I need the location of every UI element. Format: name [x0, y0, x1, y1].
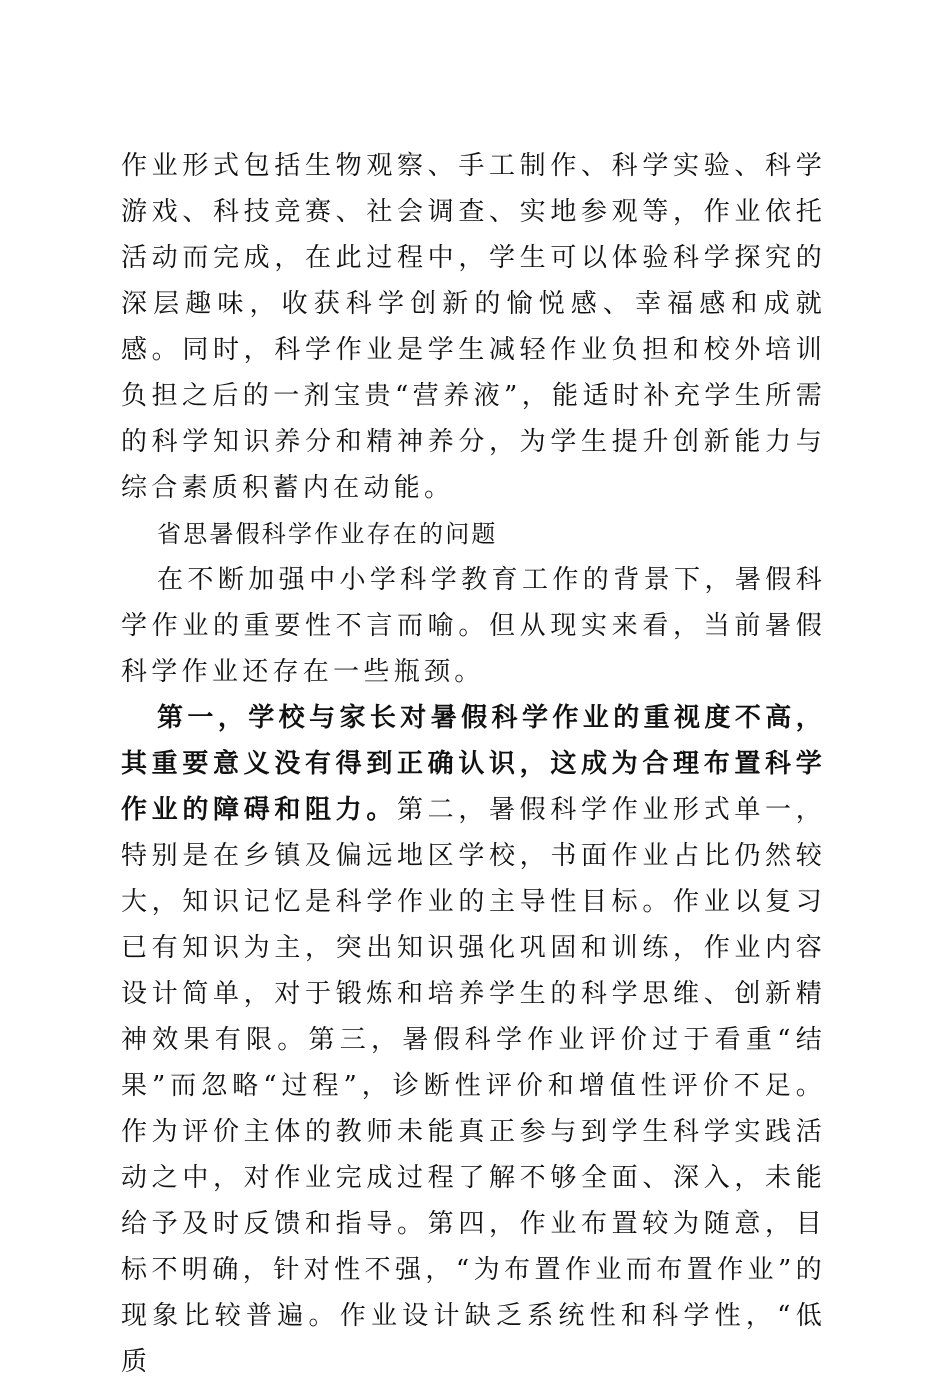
paragraph-activity-forms: 作业形式包括生物观察、手工制作、科学实验、科学游戏、科技竞赛、社会调查、实地参观等，作业依托活动而完成，在此过程中，学生可以体验科学探究的深层趣味，收获科学创新的愉悦感、幸福感和成就感。同时，科学作业是学生减轻作业负担和校外培训负担之后的一剂宝贵“营养液”，能适时补充学生所需的科学知识养分和精神养分，为学生提升创新能力与综合素质积蓄内在动能。	[121, 151, 826, 503]
problem-one-bold-text: 第一，学校与家长对暑假科学作业的重视度不高，其重要意义没有得到正确认识，这成为合理布置科学作业的障碍和阻力。	[121, 703, 826, 825]
paragraph-importance: 在不断加强中小学科学教育工作的背景下，暑假科学作业的重要性不言而喻。但从现实来看，当前暑假科学作业还存在一些瓶颈。	[121, 565, 826, 687]
section-heading: 省思暑假科学作业存在的问题	[157, 520, 498, 548]
body-text	[121, 143, 826, 1385]
paragraph-problems	[121, 695, 826, 1385]
problem-list-text: 第二，暑假科学作业形式单一，特别是在乡镇及偏远地区学校，书面作业占比仍然较大，知识记忆是科学作业的主导性目标。作业以复习已有知识为主，突出知识强化巩固和训练，作业内容设计简单，对于锻炼和培养学生的科学思维、创新精神效果有限。第三，暑假科学作业评价过于看重“结果”而忽略“过程”，诊断性评价和增值性评价不足。作为评价主体的教师未能真正参与到学生科学实践活动之中，对作业完成过程了解不够全面、深入，未能给予及时反馈和指导。第四，作业布置较为随意，目标不明确，针对性不强，“为布置作业而布置作业”的现象比较普遍。作业设计缺乏系统性和科学性，“低质	[121, 795, 826, 1377]
